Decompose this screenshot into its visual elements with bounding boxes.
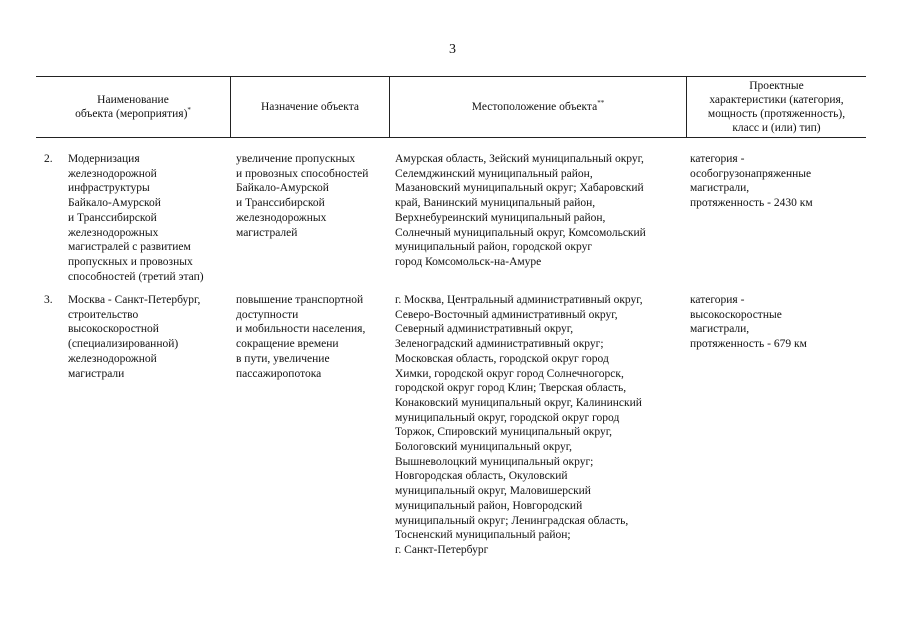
page-number: 3 bbox=[449, 42, 456, 57]
row-number: 3. bbox=[44, 294, 53, 306]
object-characteristics: категория - высокоскоростные магистрали, протяженность - 679 км bbox=[690, 294, 807, 351]
object-purpose: увеличение пропускных и провозных способностей Байкало-Амурской и Транссибирской железнодорожных магистралей bbox=[236, 153, 369, 239]
header-characteristics bbox=[687, 76, 866, 137]
object-name: Модернизация железнодорожной инфраструктуры Байкало-Амурской и Транссибирской железнодорожных магистралей с развитием пропускных и провозных способностей (третий этап) bbox=[68, 153, 204, 283]
header-purpose bbox=[231, 76, 389, 137]
object-purpose: повышение транспортной доступности и мобильности населения, сокращение времени в пути, увеличение пассажиропотока bbox=[236, 294, 366, 380]
object-characteristics: категория - особогрузонапряженные магистрали, протяженность - 2430 км bbox=[690, 153, 813, 210]
header-purpose-text: Назначение объекта bbox=[261, 100, 359, 113]
header-name bbox=[36, 76, 230, 137]
footnote-mark: ** bbox=[597, 98, 605, 107]
object-location: Амурская область, Зейский муниципальный округ, Селемджинский муниципальный район, Мазановский муниципальный округ; Хабаровский край, Ванинский муниципальный район, Верхнебуреинский муниципальный район, Солнечный муниципальный округ, Комсомольский муниципальный район, городской округ город Комсомольск-на-Амуре bbox=[395, 153, 646, 268]
header-location-text: Местоположение объекта bbox=[471, 100, 598, 113]
header-location bbox=[390, 76, 686, 137]
footnote-mark: * bbox=[187, 105, 191, 114]
header-characteristics-text: Проектные характеристики (категория, мощность (протяженность), класс и (или) тип) bbox=[707, 79, 846, 134]
object-name: Москва - Санкт-Петербург, строительство высокоскоростной (специализированной) железнодорожной магистрали bbox=[68, 294, 201, 380]
row-number: 2. bbox=[44, 153, 53, 165]
header-bottom-rule bbox=[36, 137, 866, 138]
object-location: г. Москва, Центральный административный округ, Северо-Восточный административный округ, Северный административный округ, Зеленоградский административный округ; Московская область, городской округ город Химки, городской округ город Солнечногорск, городской округ город Клин; Тверская область, Конаковский муниципальный округ, Калининский муниципальный округ, городской округ город Торжок, Спировский муниципальный округ, Бологовский муниципальный округ, Вышневолоцкий муниципальный округ; Новгородская область, Окуловский муниципальный округ, Маловишерский муниципальный район, Новгородский муниципальный округ; Ленинградская область, Тосненский муниципальный район; г. Санкт-Петербург bbox=[395, 294, 643, 556]
header-name-text: Наименование объекта (мероприятия) bbox=[75, 93, 188, 120]
